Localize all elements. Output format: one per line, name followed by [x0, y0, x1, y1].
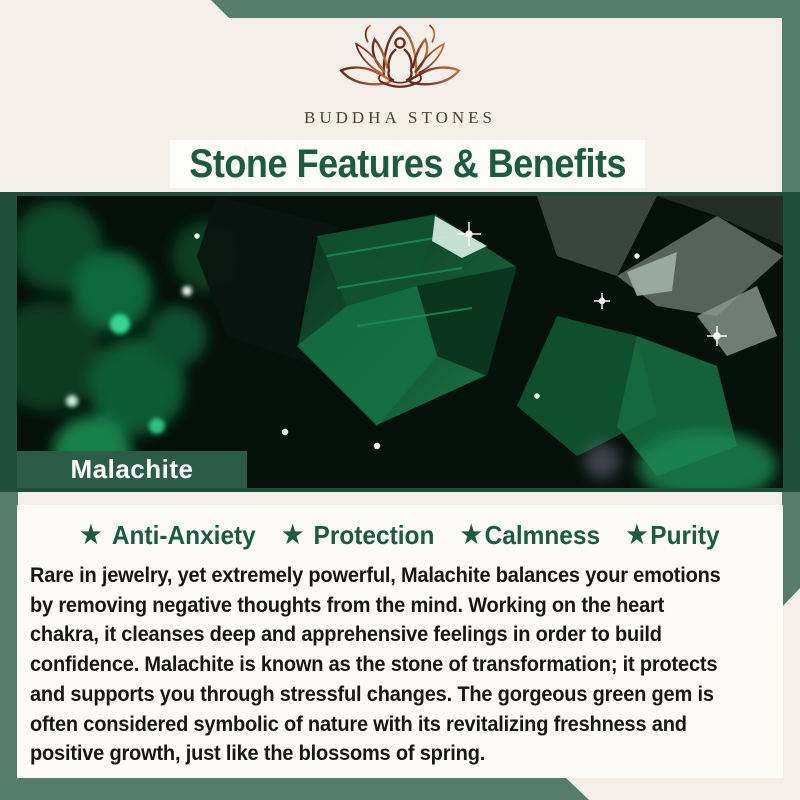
title-band	[170, 140, 645, 188]
star-icon: ★	[282, 521, 304, 549]
content-panel	[17, 505, 783, 778]
stone-photo-panel	[0, 192, 800, 492]
benefit-item-protection	[282, 520, 434, 551]
description-line: by removing negative thoughts from the mind. Working on the heart	[30, 592, 665, 617]
benefit-item-calmness	[461, 520, 600, 551]
lotus-meditation-icon	[325, 22, 475, 103]
benefit-label: Protection	[313, 520, 435, 550]
star-icon: ★	[460, 521, 482, 549]
benefit-label: Purity	[650, 520, 720, 550]
description-line: positive growth, just like the blossoms of spring.	[30, 741, 486, 766]
description-line: often considered symbolic of nature with its revitalizing freshness and	[30, 711, 687, 736]
page-title: Stone Features & Benefits	[189, 141, 626, 186]
star-icon: ★	[626, 521, 648, 549]
frame-top-bar	[0, 0, 800, 18]
description-line: chakra, it cleanses deep and apprehensive feelings in order to build	[30, 622, 662, 647]
stone-name-label	[17, 451, 247, 488]
brand-name: BUDDHA STONES	[304, 108, 496, 127]
stone-description	[17, 561, 783, 769]
malachite-photo	[17, 196, 783, 488]
frame-left-bar	[0, 480, 18, 800]
stone-name: Malachite	[70, 454, 194, 484]
benefit-label: Calmness	[484, 520, 601, 550]
frame-bottom-bar	[0, 778, 600, 800]
description-line: confidence. Malachite is known as the stone of transformation; it protects	[30, 652, 718, 677]
benefits-row	[40, 520, 760, 551]
description-line: Rare in jewelry, yet extremely powerful, Malachite balances your emotions	[30, 563, 721, 587]
brand-header	[0, 22, 800, 128]
benefit-item-purity	[626, 520, 719, 551]
star-icon: ★	[80, 521, 102, 549]
benefit-label: Anti-Anxiety	[111, 520, 256, 550]
description-line: and supports you through stressful changes. The gorgeous green gem is	[30, 681, 714, 706]
benefit-item-anti-anxiety	[80, 520, 255, 551]
